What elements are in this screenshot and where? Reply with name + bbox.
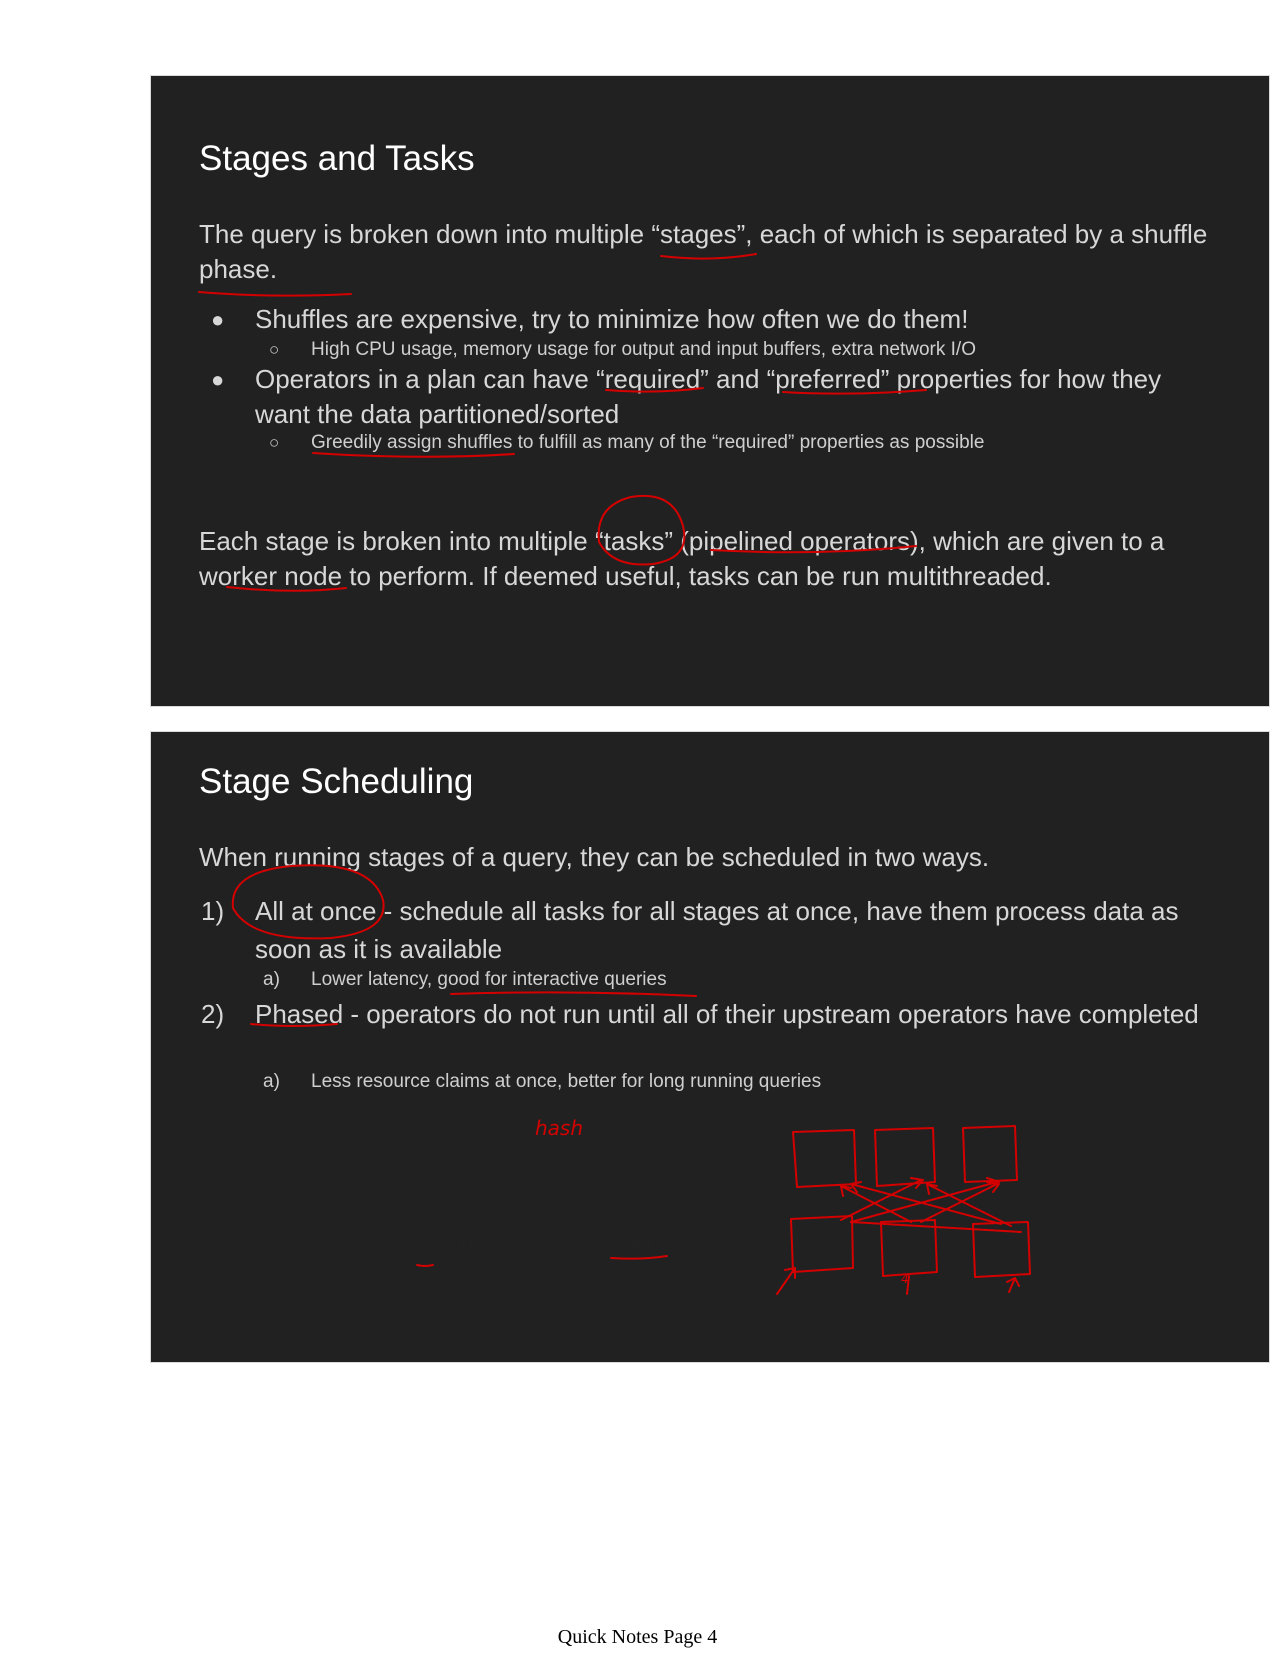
- slide-title: Stages and Tasks: [199, 139, 475, 178]
- task-box: [963, 1126, 1017, 1182]
- bullet-text: Shuffles are expensive, try to minimize how often we do them!: [255, 304, 969, 334]
- scan-node-left: [462, 1239, 472, 1249]
- page-footer: Quick Notes Page 4: [557, 1626, 718, 1648]
- outro-paragraph: Each stage is broken into multiple “tasks” (pipelined operators), which are given to a worker node to perform. If deemed useful, tasks can be run multithreaded.: [199, 526, 1165, 591]
- sub-bullet-item: [269, 338, 1211, 362]
- underline-scan-right: [611, 1256, 667, 1259]
- task-box: [793, 1130, 856, 1187]
- edge-arrow: [841, 1186, 911, 1222]
- annotation-hash: hash: [535, 1116, 584, 1140]
- task-box: [973, 1222, 1030, 1277]
- sub-item-text: Less resource claims at once, better for long running queries: [311, 1071, 822, 1092]
- slide-title: Stage Scheduling: [199, 762, 474, 801]
- bullet-item: [211, 302, 1215, 337]
- slide-stages-and-tasks: [150, 75, 1270, 707]
- sub-item-text: Lower latency, good for interactive queries: [311, 969, 667, 990]
- ink-annotations: [151, 732, 1271, 1364]
- sub-bullet-marker: ○: [269, 340, 280, 359]
- bullet-marker: ●: [211, 367, 225, 392]
- bullet-marker: ●: [211, 307, 225, 332]
- sub-bullet-text: Greedily assign shuffles to fulfill as many of the “required” properties as possible: [311, 432, 985, 453]
- slide-stage-scheduling: [150, 731, 1270, 1363]
- sub-item: [263, 968, 1211, 992]
- annotation-two: 2: [459, 1256, 472, 1280]
- annotation-four: 4: [901, 1272, 909, 1286]
- sub-item-letter: a): [263, 969, 280, 990]
- numbered-item: [201, 892, 1215, 968]
- edge-arrow: [851, 1222, 1021, 1232]
- sub-item: [263, 1070, 1211, 1094]
- task-box: [881, 1220, 937, 1276]
- edge-arrow: [851, 1182, 1001, 1224]
- task-box: [791, 1216, 853, 1272]
- edge-arrow: [851, 1178, 999, 1222]
- sub-bullet-text: High CPU usage, memory usage for output and input buffers, extra network I/O: [311, 339, 976, 360]
- annotation-scan-left: scan: [401, 1238, 448, 1262]
- item-number: 2): [201, 999, 225, 1029]
- task-box: [875, 1128, 935, 1186]
- bullet-text: Operators in a plan can have “required” and “preferred” properties for how they want the data partitioned/sorted: [255, 364, 1162, 429]
- annotation-three: 3: [499, 1157, 512, 1181]
- sub-item-letter: a): [263, 1071, 280, 1092]
- edge-arrow: [841, 1178, 923, 1220]
- underline-shuffle-phase: [199, 292, 351, 296]
- edge-arrow: [921, 1182, 999, 1222]
- item-text: Phased - operators do not run until all of their upstream operators have completed: [255, 999, 1199, 1029]
- input-arrow: [1007, 1278, 1019, 1292]
- annotation-join: join: [549, 1140, 586, 1164]
- edge-arrow: [927, 1184, 1011, 1226]
- intro-paragraph: When running stages of a query, they can be scheduled in two ways.: [199, 842, 990, 872]
- intro-paragraph: The query is broken down into multiple “stages”, each of which is separated by a shuffle phase.: [199, 219, 1208, 284]
- underline-scan-left: [417, 1265, 433, 1266]
- scan-node-right: [579, 1241, 589, 1251]
- numbered-item: [201, 995, 1215, 1033]
- bullet-item: [211, 362, 1215, 432]
- annotation-one: 1: [589, 1258, 602, 1282]
- sub-bullet-item: [269, 431, 1211, 455]
- join-node: [518, 1160, 530, 1172]
- item-text: All at once - schedule all tasks for all stages at once, have them process data as soon as it is available: [255, 896, 1179, 964]
- item-number: 1): [201, 896, 225, 926]
- input-arrow: [777, 1268, 795, 1294]
- annotation-scan-right: scan: [606, 1232, 653, 1256]
- sub-bullet-marker: ○: [269, 433, 280, 452]
